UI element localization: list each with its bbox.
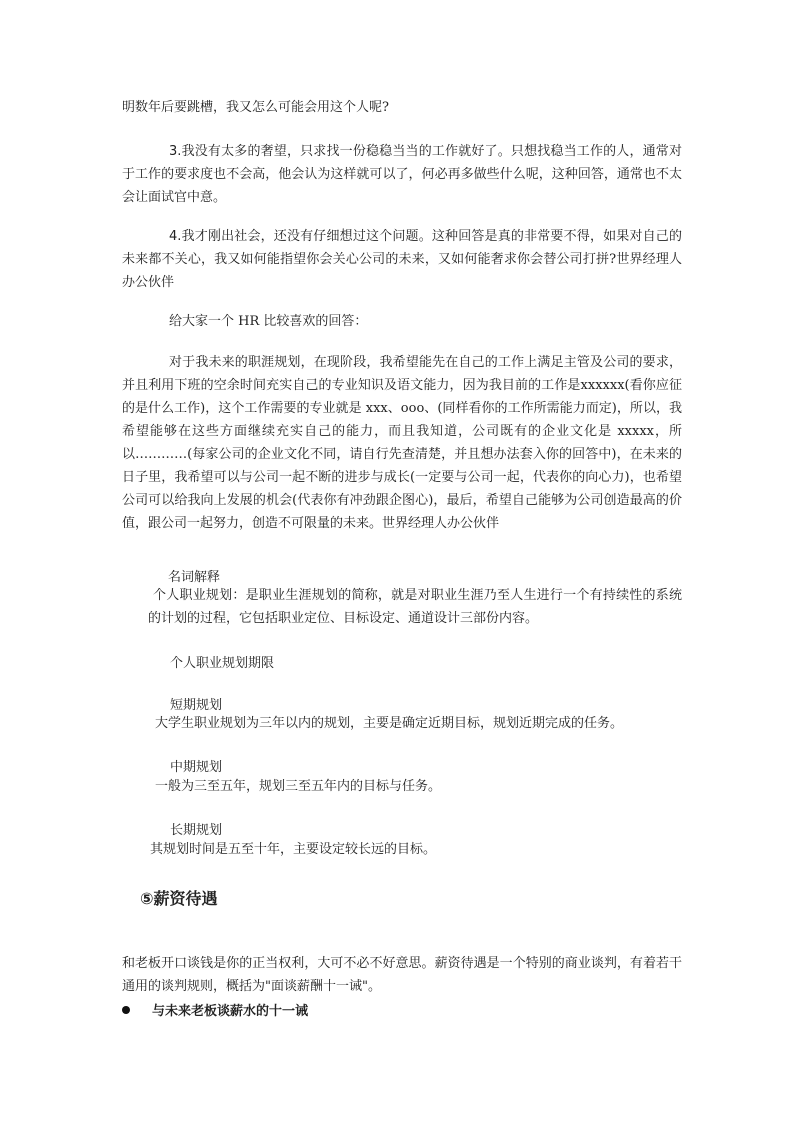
- short-term-title: 短期规划: [170, 698, 223, 713]
- answer-item-4: [122, 225, 682, 294]
- item-text: 我没有太多的奢望，只求找一份稳稳当当的工作就好了。只想找稳当工作的人，通常对于工作的要求度也不会高，他会认为这样就可以了，何必再多做些什么呢，这种回答，通常也不太会让面试官中意。: [122, 144, 682, 205]
- bullet-item: [122, 1000, 308, 1019]
- mid-term-body: 一般为三至五年，规划三至五年内的目标与任务。: [155, 779, 442, 794]
- bullet-icon: [122, 1006, 130, 1014]
- bullet-label: 与未来老板谈薪水的十一诫: [152, 1004, 309, 1019]
- hr-intro: 给大家一个 HR 比较喜欢的回答：: [169, 314, 368, 329]
- section-heading: ⑤薪资待遇: [140, 889, 218, 908]
- item-number: 4.: [169, 229, 182, 244]
- item-number: 3.: [169, 144, 182, 159]
- long-term-title: 长期规划: [170, 823, 223, 838]
- long-term-body: 其规划时间是五至十年，主要设定较长远的目标。: [150, 842, 437, 857]
- short-term-body: 大学生职业规划为三年以内的规划，主要是确定近期目标，规划近期完成的任务。: [155, 716, 624, 731]
- term-title: 名词解释: [168, 570, 221, 585]
- planning-period-title: 个人职业规划期限: [170, 656, 275, 671]
- answer-item-3: [122, 140, 682, 209]
- mid-term-title: 中期规划: [170, 760, 223, 775]
- item-text: 我才刚出社会，还没有仔细想过这个问题。这种回答是真的非常要不得，如果对自己的未来都不关心，我又如何能指望你会关心公司的未来，又如何能奢求你会替公司打拼?世界经理人办公伙伴: [122, 229, 682, 290]
- continuation-paragraph: 明数年后要跳槽，我又怎么可能会用这个人呢?: [122, 100, 389, 115]
- term-definition: 个人职业规划：是职业生涯规划的简称，就是对职业生涯乃至人生进行一个有持续性的系统的计划的过程，它包括职业定位、目标设定、通道设计三部份内容。: [148, 588, 682, 626]
- section-intro: 和老板开口谈钱是你的正当权利，大可不必不好意思。薪资待遇是一个特别的商业谈判，有着若干通用的谈判规则，概括为"面谈薪酬十一诫"。: [122, 956, 682, 994]
- recommended-answer: 对于我未来的职涯规划，在现阶段，我希望能先在自己的工作上满足主管及公司的要求，并且利用下班的空余时间充实自己的专业知识及语文能力，因为我目前的工作是xxxxxx(看你应征的是什么工作)，这个工作需要的专业就是 xxx、ooo、(同样看你的工作所需能力而定)，所以，我希望能够在这些方面继续充实自己的能力，而且我知道，公司既有的企业文化是 xxxxx，所以…………(每家公司的企业文化不同，请自行先查清楚，并且想办法套入你的回答中)，在未来的日子里，我希望可以与公司一起不断的进步与成长(一定要与公司一起，代表你的向心力)，也希望公司可以给我向上发展的机会(代表你有冲劲跟企图心)，最后，希望自己能够为公司创造最高的价值，跟公司一起努力，创造不可限量的未来。世界经理人办公伙伴: [122, 355, 682, 531]
